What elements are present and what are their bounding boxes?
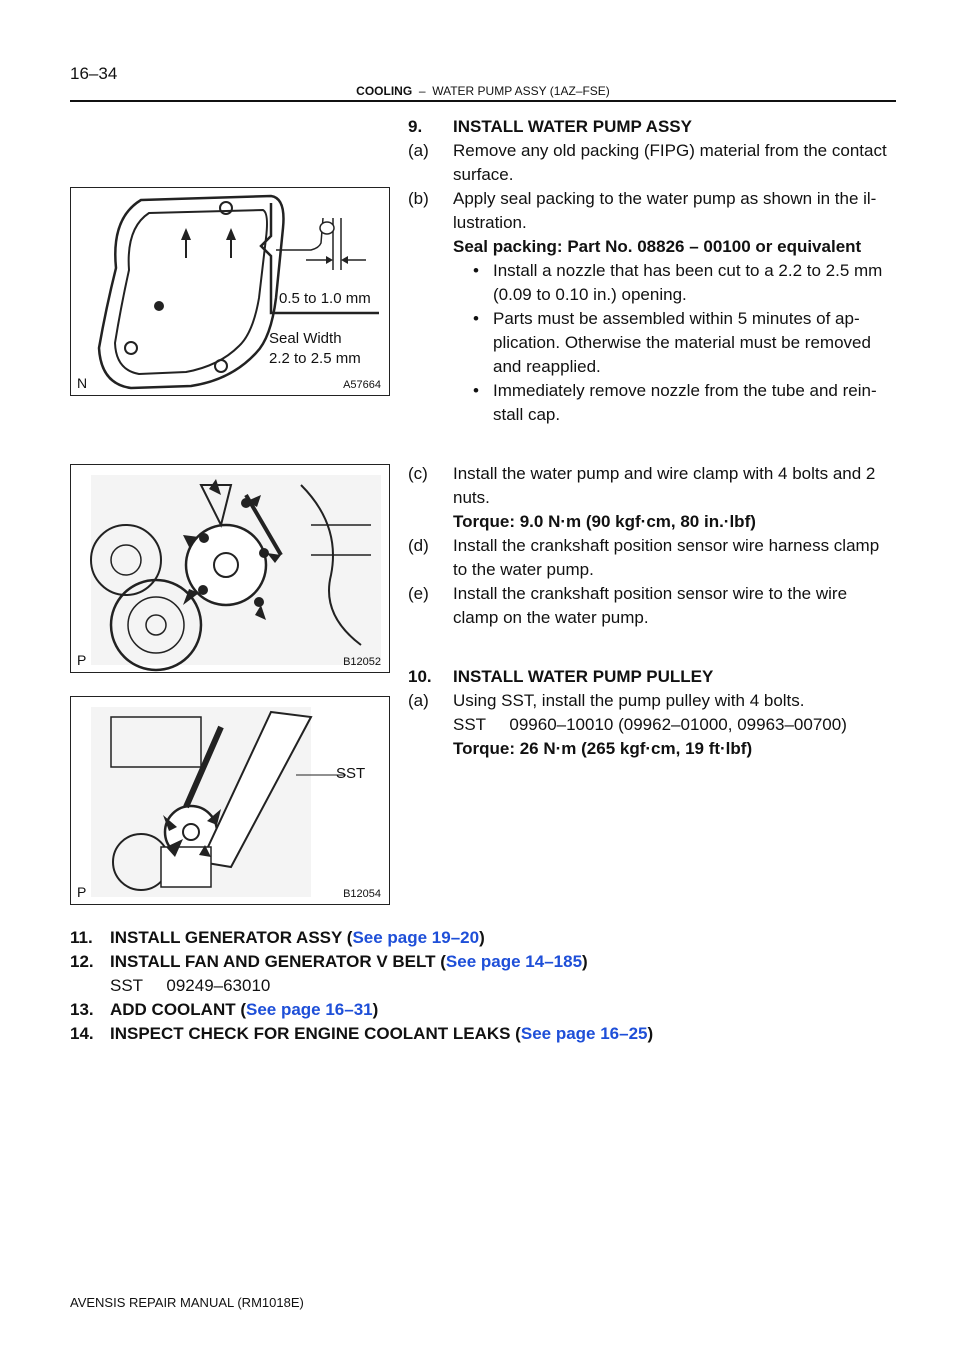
step-number: 10. bbox=[408, 667, 432, 686]
bullet-line: plication. Otherwise the material must be removed bbox=[493, 333, 871, 352]
seal-width-value: 2.2 to 2.5 mm bbox=[269, 350, 361, 367]
substep-line: nuts. bbox=[453, 488, 490, 507]
spec-line: Torque: 26 N·m (265 kgf·cm, 19 ft·lbf) bbox=[453, 739, 753, 758]
figure-seal-packing bbox=[70, 187, 390, 396]
substep-line: Install the crankshaft position sensor wire harness clamp bbox=[453, 536, 880, 555]
bullet-line: Immediately remove nozzle from the tube and rein- bbox=[493, 381, 877, 400]
see-page-link[interactable]: See page 14–185 bbox=[445, 952, 583, 971]
step-number: 11. bbox=[70, 928, 93, 947]
bullet-dot: • bbox=[473, 309, 479, 328]
spec-line: SST 09960–10010 (09962–01000, 09963–00700) bbox=[453, 715, 847, 734]
header-separator: – bbox=[418, 84, 426, 98]
substep-label: (c) bbox=[408, 464, 428, 483]
substep-line: to the water pump. bbox=[453, 560, 594, 579]
substep-label: (b) bbox=[408, 189, 429, 208]
paren-close: ) bbox=[647, 1024, 654, 1043]
substep-line: lustration. bbox=[453, 213, 527, 232]
spec-line: Seal packing: Part No. 08826 – 00100 or equivalent bbox=[453, 237, 862, 256]
step-number: 14. bbox=[70, 1024, 94, 1043]
paren-close: ) bbox=[582, 952, 588, 971]
step-label: INSPECT CHECK FOR ENGINE COOLANT LEAKS ( bbox=[110, 1024, 521, 1043]
figure-id: A57664 bbox=[343, 379, 381, 391]
sst-label: SST bbox=[336, 765, 366, 782]
step-label: INSTALL FAN AND GENERATOR V BELT ( bbox=[110, 952, 446, 971]
step-label: INSTALL GENERATOR ASSY ( bbox=[110, 928, 353, 947]
bullet-line: Parts must be assembled within 5 minutes of ap- bbox=[493, 309, 860, 328]
spec-line: Torque: 9.0 N·m (90 kgf·cm, 80 in.·lbf) bbox=[453, 512, 756, 531]
header-rule bbox=[70, 100, 896, 102]
seal-width-label: Seal Width bbox=[269, 330, 342, 347]
bullet-line: (0.09 to 0.10 in.) opening. bbox=[493, 285, 687, 304]
substep-line: Using SST, install the pump pulley with 4 bolts. bbox=[453, 691, 805, 710]
figure-water-pump-install bbox=[70, 464, 390, 673]
bullet-line: stall cap. bbox=[493, 405, 561, 424]
bullet-dot: • bbox=[473, 261, 479, 280]
substep-line: Apply seal packing to the water pump as shown in the il- bbox=[453, 189, 877, 208]
paren-close: ) bbox=[479, 928, 485, 947]
see-page-link[interactable]: See page 16–31 bbox=[245, 1000, 373, 1019]
figure-letter: P bbox=[77, 884, 87, 900]
page-number: 16–34 bbox=[70, 64, 118, 83]
step-title: INSTALL WATER PUMP ASSY bbox=[453, 117, 692, 136]
figure-letter: P bbox=[77, 652, 87, 668]
substep-label: (e) bbox=[408, 584, 429, 603]
step-number: 9. bbox=[408, 117, 423, 136]
engine-water-pump-drawing bbox=[71, 465, 389, 672]
substep-line: Install the water pump and wire clamp with 4 bolts and 2 bbox=[453, 464, 876, 483]
step-text bbox=[110, 998, 378, 1022]
step-text bbox=[110, 926, 485, 950]
pulley-sst-drawing bbox=[71, 697, 389, 904]
figure-letter: N bbox=[77, 375, 88, 391]
bullet-dot: • bbox=[473, 381, 479, 400]
header-title bbox=[70, 84, 896, 98]
step-label: ADD COOLANT ( bbox=[110, 1000, 246, 1019]
bullet-line: and reapplied. bbox=[493, 357, 601, 376]
header-subsection: WATER PUMP ASSY (1AZ–FSE) bbox=[432, 84, 610, 98]
step-text bbox=[110, 950, 588, 974]
bullet-line: Install a nozzle that has been cut to a 2.2 to 2.5 mm bbox=[493, 261, 883, 280]
substep-label: (d) bbox=[408, 536, 429, 555]
see-page-link[interactable]: See page 16–25 bbox=[520, 1024, 648, 1043]
substep-label: (a) bbox=[408, 141, 429, 160]
paren-close: ) bbox=[372, 1000, 379, 1019]
step-title: INSTALL WATER PUMP PULLEY bbox=[453, 667, 714, 686]
substep-label: (a) bbox=[408, 691, 429, 710]
figure-pulley-install bbox=[70, 696, 390, 905]
figure-id: B12054 bbox=[343, 888, 381, 900]
footer-manual-title: AVENSIS REPAIR MANUAL (RM1018E) bbox=[70, 1295, 304, 1310]
gap-label: 0.5 to 1.0 mm bbox=[279, 290, 371, 307]
substep-line: Install the crankshaft position sensor wire to the wire bbox=[453, 584, 848, 603]
header-section: COOLING bbox=[356, 84, 413, 98]
substep-line: Remove any old packing (FIPG) material from the contact bbox=[453, 141, 887, 160]
step-number: 13. bbox=[70, 1000, 94, 1019]
sst-line: SST 09249–63010 bbox=[110, 976, 271, 995]
step-text bbox=[110, 1022, 653, 1046]
substep-line: surface. bbox=[453, 165, 514, 184]
substep-line: clamp on the water pump. bbox=[453, 608, 649, 627]
step-number: 12. bbox=[70, 952, 94, 971]
figure-id: B12052 bbox=[343, 656, 381, 668]
see-page-link[interactable]: See page 19–20 bbox=[352, 928, 480, 947]
